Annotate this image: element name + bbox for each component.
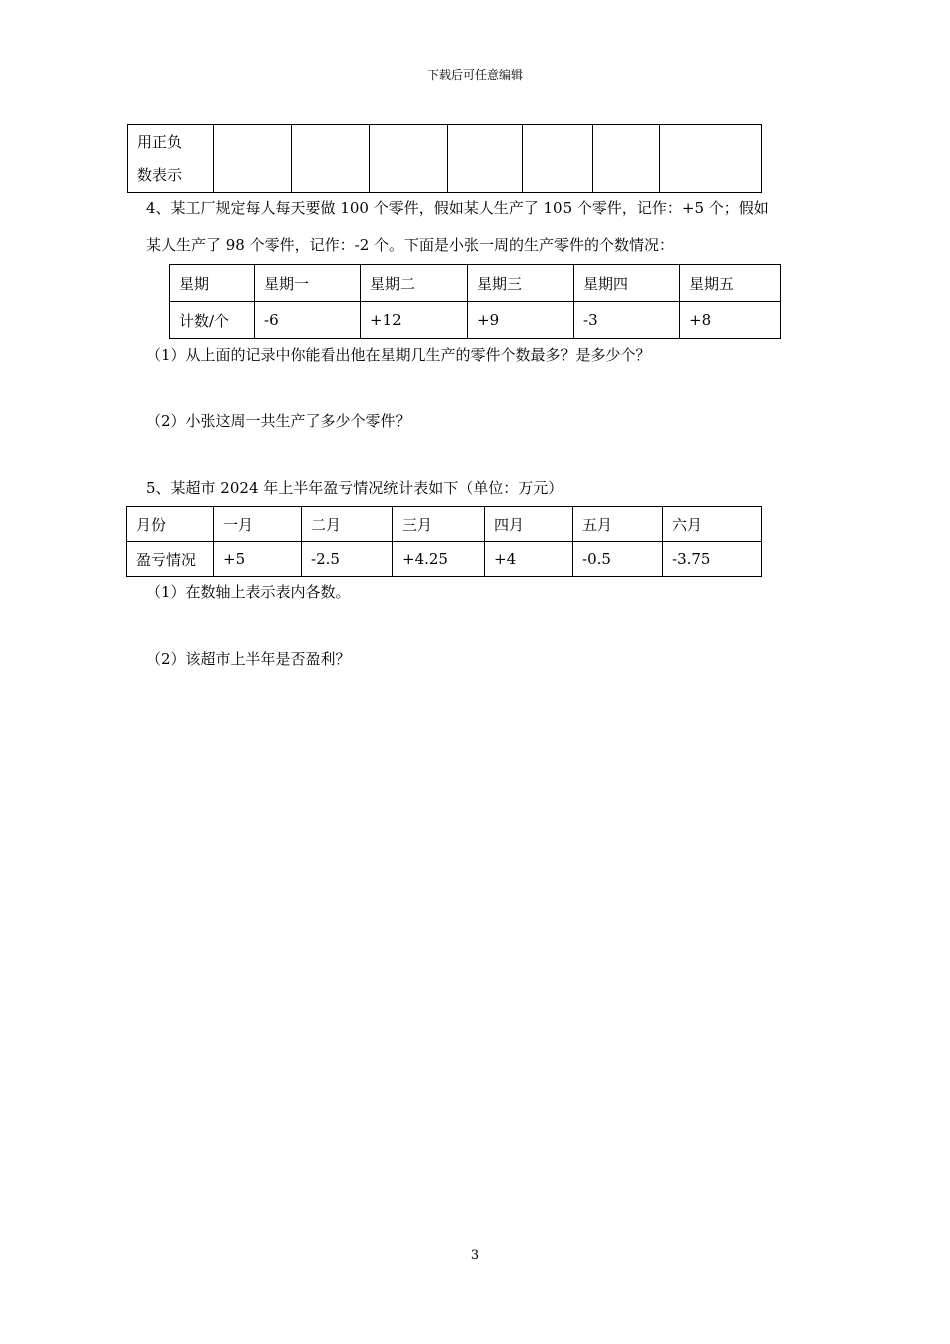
table-cell: 四月: [485, 507, 573, 542]
profit-loss-table: [126, 506, 762, 577]
table-cell: 月份: [127, 507, 214, 542]
table-cell: +5: [214, 542, 302, 577]
table-cell: [523, 125, 593, 193]
q4-sub-question-2: （2）小张这周一共生产了多少个零件？: [146, 412, 411, 430]
table-cell: [593, 125, 660, 193]
table-cell: 五月: [573, 507, 663, 542]
table-row: [128, 125, 762, 193]
table-cell: 三月: [393, 507, 485, 542]
table-cell: [370, 125, 448, 193]
table-cell: 星期: [170, 265, 255, 302]
table-cell: 计数/个: [170, 302, 255, 339]
table-cell: 一月: [214, 507, 302, 542]
table-cell: +9: [468, 302, 574, 339]
label-line-1: 用正负: [137, 132, 183, 151]
table-cell: -6: [255, 302, 361, 339]
table-header-row: [170, 265, 781, 302]
table-cell: [292, 125, 370, 193]
table-row: [127, 542, 762, 577]
q4-line-1: 4、某工厂规定每人每天要做 100 个零件，假如某人生产了 105 个零件，记作：+5 个；假如: [146, 199, 769, 217]
table-cell: [448, 125, 523, 193]
table-cell: -3: [574, 302, 680, 339]
page-header: 下载后可任意编辑: [426, 68, 523, 82]
q5-sub-question-1: （1）在数轴上表示表内各数。: [146, 583, 351, 601]
table-cell: 星期五: [680, 265, 781, 302]
page-number: 3: [470, 1248, 480, 1263]
table-cell-label: [128, 125, 214, 193]
table-cell: +4.25: [393, 542, 485, 577]
q4-sub-question-1: （1）从上面的记录中你能看出他在星期几生产的零件个数最多？是多少个？: [146, 346, 651, 364]
table-cell: 星期三: [468, 265, 574, 302]
table-cell: [214, 125, 292, 193]
table-cell: 六月: [663, 507, 762, 542]
weekly-parts-table: [169, 264, 781, 339]
table-cell: -2.5: [302, 542, 393, 577]
table-cell: 二月: [302, 507, 393, 542]
sign-number-table: [127, 124, 762, 193]
table-header-row: [127, 507, 762, 542]
table-cell: +4: [485, 542, 573, 577]
table-cell: 星期一: [255, 265, 361, 302]
table-cell: -0.5: [573, 542, 663, 577]
table-cell: 星期二: [361, 265, 468, 302]
q4-line-2: 某人生产了 98 个零件，记作：-2 个。下面是小张一周的生产零件的个数情况：: [146, 236, 675, 254]
q5-title: 5、某超市 2024 年上半年盈亏情况统计表如下（单位：万元）: [146, 479, 564, 497]
table-cell: 盈亏情况: [127, 542, 214, 577]
q5-sub-question-2: （2）该超市上半年是否盈利？: [146, 650, 351, 668]
label-line-2: 数表示: [137, 165, 183, 184]
table-cell: [660, 125, 762, 193]
table-row: [170, 302, 781, 339]
table-cell: +12: [361, 302, 468, 339]
table-cell: +8: [680, 302, 781, 339]
table-cell: -3.75: [663, 542, 762, 577]
table-cell: 星期四: [574, 265, 680, 302]
